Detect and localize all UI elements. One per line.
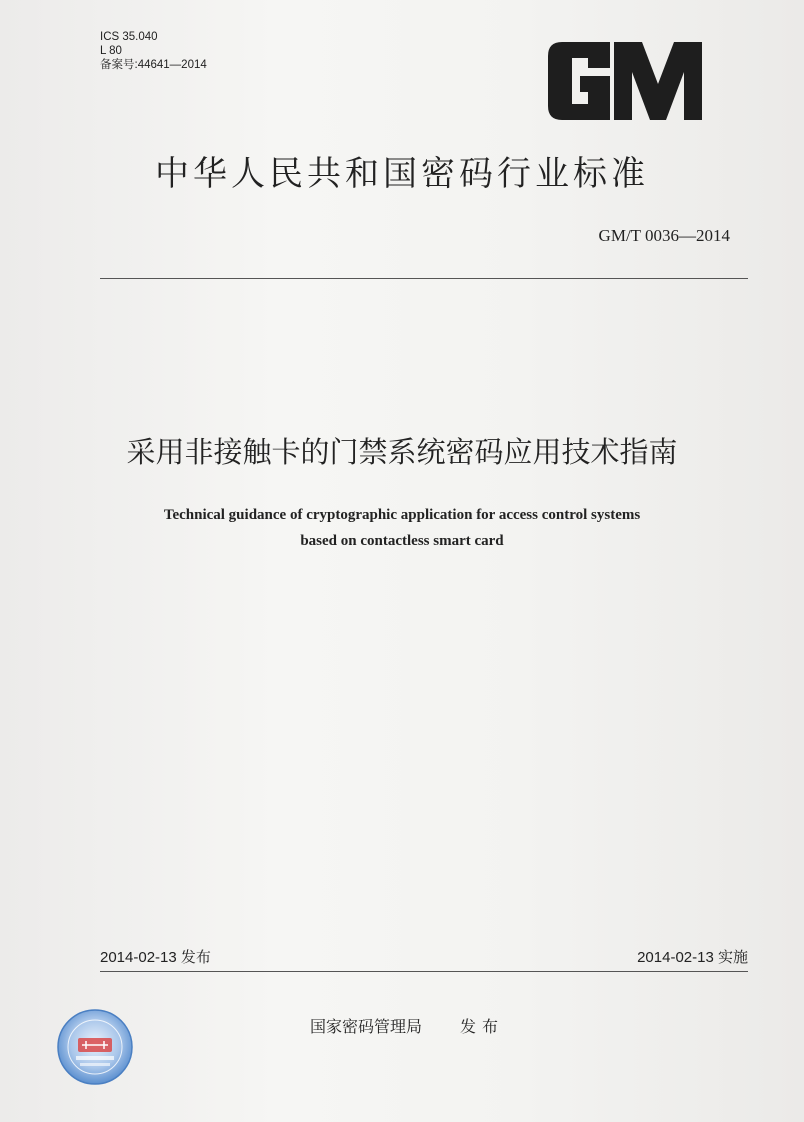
category-code: L 80: [100, 45, 122, 57]
classification-block: [100, 30, 207, 72]
title-english: [0, 502, 804, 554]
title-chinese: 采用非接触卡的门禁系统密码应用技术指南: [126, 435, 678, 469]
publisher-name: 国家密码管理局: [310, 1017, 423, 1036]
publisher-action: 发布: [460, 1017, 505, 1036]
anti-counterfeit-seal-icon: [56, 1008, 134, 1086]
issue-date: 2014-02-13 发布: [100, 949, 211, 966]
gm-logo: [548, 42, 702, 120]
gm-logo-icon: [548, 42, 702, 120]
filing-number: 备案号:44641—2014: [100, 59, 207, 71]
standard-class-heading: 中华人民共和国密码行业标准: [155, 154, 649, 194]
standard-number: GM/T 0036—2014: [598, 226, 730, 245]
title-english-line-1: Technical guidance of cryptographic application for access control systems: [163, 507, 641, 523]
ics-code: ICS 35.040: [100, 31, 158, 43]
bottom-divider: [100, 971, 748, 972]
implementation-date: 2014-02-13 实施: [637, 949, 748, 966]
publisher-line: [310, 1014, 504, 1037]
top-divider: [100, 278, 748, 279]
title-english-line-2: based on contactless smart card: [300, 533, 504, 549]
